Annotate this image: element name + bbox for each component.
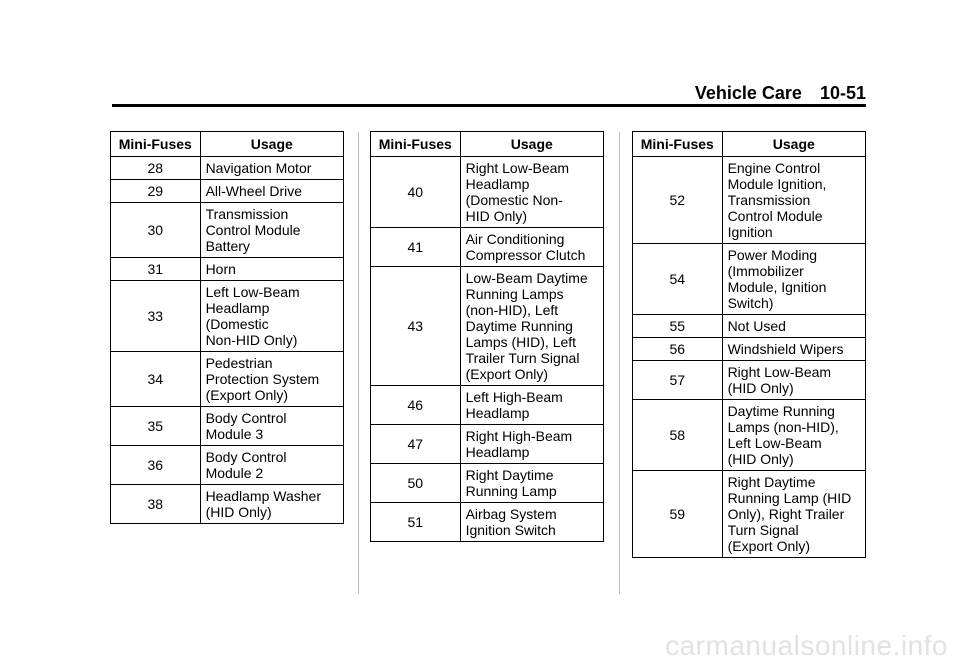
fuse-number: 29 (111, 180, 201, 203)
table-row (633, 157, 866, 244)
table-row (633, 244, 866, 315)
fuse-number: 58 (633, 400, 723, 471)
fuse-usage: Pedestrian Protection System (Export Only) (200, 352, 343, 407)
fuse-usage: Airbag System Ignition Switch (460, 503, 603, 542)
column-header-mini-fuses: Mini-Fuses (633, 132, 723, 157)
table-row (111, 446, 344, 485)
fuse-usage: Left Low-Beam Headlamp (Domestic Non-HID Only) (200, 281, 343, 352)
table-row (111, 407, 344, 446)
table-row (111, 180, 344, 203)
fuse-usage: All-Wheel Drive (200, 180, 343, 203)
table-row (111, 352, 344, 407)
fuse-usage: Right Daytime Running Lamp (HID Only), Right Trailer Turn Signal (Export Only) (722, 471, 865, 558)
section-title: Vehicle Care (694, 83, 802, 103)
fuse-number: 46 (371, 386, 461, 425)
column-header-usage: Usage (722, 132, 865, 157)
fuse-usage: Air Conditioning Compressor Clutch (460, 228, 603, 267)
fuse-number: 30 (111, 203, 201, 258)
fuse-usage: Right Low-Beam Headlamp (Domestic Non- HID Only) (460, 157, 603, 228)
fuse-number: 41 (371, 228, 461, 267)
column-divider-1 (358, 132, 359, 594)
fuse-usage: Engine Control Module Ignition, Transmission Control Module Ignition (722, 157, 865, 244)
fuse-number: 38 (111, 485, 201, 524)
table-row (633, 400, 866, 471)
fuse-usage: Windshield Wipers (722, 338, 865, 361)
page-header (112, 82, 866, 104)
fuse-number: 31 (111, 258, 201, 281)
table-row (371, 267, 604, 386)
fuse-number: 34 (111, 352, 201, 407)
column-header-usage: Usage (200, 132, 343, 157)
fuse-usage: Power Moding (Immobilizer Module, Ignition Switch) (722, 244, 865, 315)
table-row (371, 228, 604, 267)
column-divider-2 (619, 132, 620, 594)
table-header-row (371, 132, 604, 157)
fuse-number: 56 (633, 338, 723, 361)
fuse-table-2 (370, 131, 604, 542)
fuse-usage: Horn (200, 258, 343, 281)
table-row (633, 361, 866, 400)
header-rule (112, 104, 866, 107)
table-row (111, 281, 344, 352)
fuse-number: 33 (111, 281, 201, 352)
fuse-usage: Right High-Beam Headlamp (460, 425, 603, 464)
fuse-number: 35 (111, 407, 201, 446)
column-header-usage: Usage (460, 132, 603, 157)
fuse-usage: Low-Beam Daytime Running Lamps (non-HID), Left Daytime Running Lamps (HID), Left Trailer Turn Signal (Export Only) (460, 267, 603, 386)
table-row (633, 471, 866, 558)
fuse-number: 36 (111, 446, 201, 485)
table-header-row (633, 132, 866, 157)
fuse-usage: Left High-Beam Headlamp (460, 386, 603, 425)
fuse-table-1 (110, 131, 344, 524)
fuse-usage: Transmission Control Module Battery (200, 203, 343, 258)
fuse-usage: Navigation Motor (200, 157, 343, 180)
fuse-number: 51 (371, 503, 461, 542)
fuse-number: 50 (371, 464, 461, 503)
table-row (371, 464, 604, 503)
table-row (371, 386, 604, 425)
fuse-usage: Right Low-Beam (HID Only) (722, 361, 865, 400)
fuse-number: 52 (633, 157, 723, 244)
fuse-number: 47 (371, 425, 461, 464)
column-header-mini-fuses: Mini-Fuses (371, 132, 461, 157)
table-row (633, 315, 866, 338)
fuse-usage: Body Control Module 3 (200, 407, 343, 446)
table-row (111, 157, 344, 180)
table-header-row (111, 132, 344, 157)
table-row (371, 157, 604, 228)
table-row (111, 258, 344, 281)
page-number: 10-51 (819, 83, 866, 103)
fuse-number: 28 (111, 157, 201, 180)
table-row (633, 338, 866, 361)
table-row (371, 503, 604, 542)
fuse-number: 40 (371, 157, 461, 228)
watermark: carmanualsonline.info (665, 630, 948, 661)
fuse-number: 43 (371, 267, 461, 386)
fuse-usage: Headlamp Washer (HID Only) (200, 485, 343, 524)
fuse-number: 54 (633, 244, 723, 315)
table-row (111, 485, 344, 524)
table-row (111, 203, 344, 258)
fuse-usage: Right Daytime Running Lamp (460, 464, 603, 503)
table-row (371, 425, 604, 464)
column-header-mini-fuses: Mini-Fuses (111, 132, 201, 157)
fuse-number: 59 (633, 471, 723, 558)
fuse-number: 57 (633, 361, 723, 400)
fuse-usage: Not Used (722, 315, 865, 338)
fuse-table-3 (632, 131, 866, 558)
fuse-usage: Body Control Module 2 (200, 446, 343, 485)
fuse-number: 55 (633, 315, 723, 338)
fuse-usage: Daytime Running Lamps (non-HID), Left Low-Beam (HID Only) (722, 400, 865, 471)
